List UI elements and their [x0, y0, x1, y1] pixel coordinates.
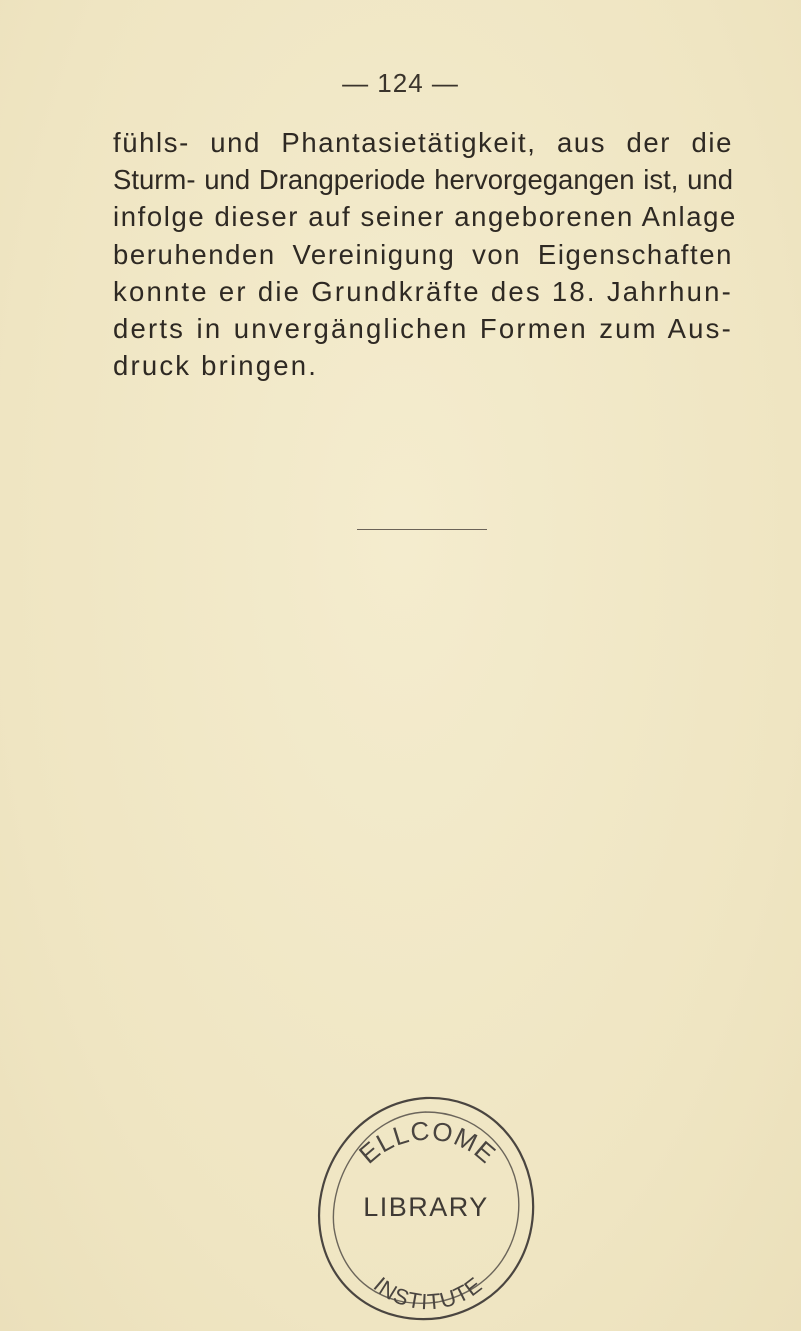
section-divider [357, 529, 487, 530]
text-line-3: infolge dieser auf seiner angeborenen Anlage [113, 201, 737, 233]
stamp-top-text: ELLCOME [352, 1115, 503, 1170]
text-line-4: beruhenden Vereinigung von Eigenschaften [113, 238, 733, 270]
stamp-center-text: LIBRARY [363, 1192, 489, 1222]
body-paragraph [113, 124, 737, 384]
text-line-7: druck bringen. [113, 350, 319, 382]
text-line-6: derts in unvergänglichen Formen zum Aus- [113, 313, 733, 345]
library-stamp [310, 1090, 542, 1326]
text-line-2: Sturm- und Drangperiode hervorgegangen ist, und [113, 164, 733, 196]
text-line-1: fühls- und Phantasietätigkeit, aus der die [113, 127, 733, 158]
text-line-5: konnte er die Grundkräfte des 18. Jahrhun- [113, 275, 733, 307]
stamp-bottom-text: INSTITUTE [368, 1271, 488, 1315]
page-number: — 124 — [342, 68, 459, 98]
